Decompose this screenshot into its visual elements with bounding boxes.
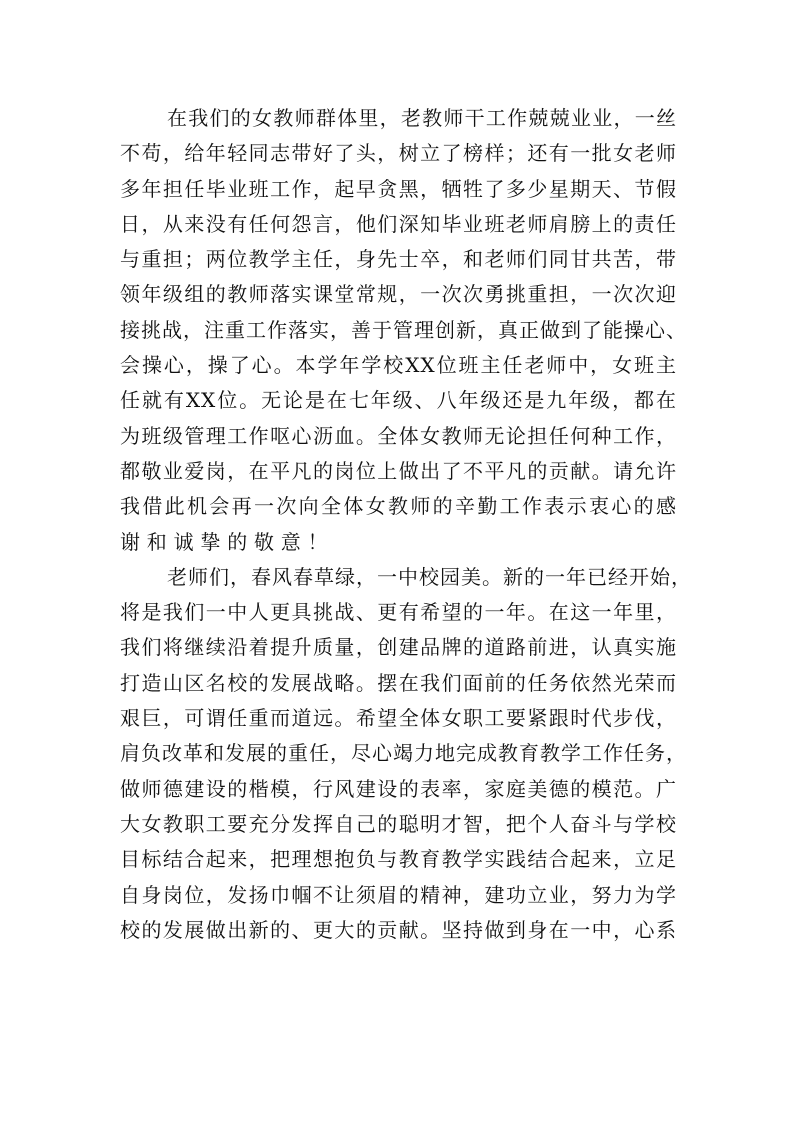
text-line: 自身岗位，发扬巾帼不让须眉的精神，建功立业，努力为学 <box>120 882 677 907</box>
text-line: 将是我们一中人更具挑战、更有希望的一年。在这一年里， <box>120 600 677 625</box>
document-page <box>120 101 692 948</box>
text-line: 肩负改革和发展的重任，尽心竭力地完成教育教学工作任务， <box>120 741 687 766</box>
text-line: 打造山区名校的发展战略。摆在我们面前的任务依然光荣而 <box>120 670 677 695</box>
text-line: 为班级管理工作呕心沥血。全体女教师无论担任何种工作， <box>120 423 677 448</box>
text-line: 多年担任毕业班工作，起早贪黑，牺牲了多少星期天、节假 <box>120 176 677 201</box>
text-line: 不苟，给年轻同志带好了头，树立了榜样；还有一批女老师 <box>120 141 677 166</box>
text-line: 我借此机会再一次向全体女教师的辛勤工作表示衷心的感 <box>120 494 677 519</box>
text-line: 日，从来没有任何怨言，他们深知毕业班老师肩膀上的责任 <box>120 211 677 236</box>
text-line: 领年级组的教师落实课堂常规，一次次勇挑重担，一次次迎 <box>120 282 677 307</box>
text-line: 老师们，春风春草绿，一中校园美。新的一年已经开始， <box>167 564 692 589</box>
body-text <box>120 101 692 948</box>
text-line: 接挑战，注重工作落实，善于管理创新，真正做到了能操心、 <box>120 317 687 342</box>
text-line: 与重担；两位教学主任，身先士卒，和老师们同甘共苦，带 <box>120 247 677 272</box>
paragraph <box>120 101 687 560</box>
text-line: 谢和诚挚的敬意！ <box>120 529 335 554</box>
text-line: 都敬业爱岗，在平凡的岗位上做出了不平凡的贡献。请允许 <box>120 458 677 483</box>
text-line: 大女教职工要充分发挥自己的聪明才智，把个人奋斗与学校 <box>120 811 677 836</box>
text-line: 做师德建设的楷模，行风建设的表率，家庭美德的模范。广 <box>120 776 677 801</box>
text-line: 会操心，操了心。本学年学校XX位班主任老师中，女班主 <box>120 353 677 378</box>
text-line: 我们将继续沿着提升质量，创建品牌的道路前进，认真实施 <box>120 635 677 660</box>
text-line: 在我们的女教师群体里，老教师干工作兢兢业业，一丝 <box>167 106 677 130</box>
text-line: 校的发展做出新的、更大的贡献。坚持做到身在一中，心系 <box>120 917 677 942</box>
text-line: 艰巨，可谓任重而道远。希望全体女职工要紧跟时代步伐， <box>120 706 677 731</box>
paragraph <box>120 560 692 948</box>
text-line: 任就有XX位。无论是在七年级、八年级还是九年级，都在 <box>120 388 677 413</box>
text-line: 目标结合起来，把理想抱负与教育教学实践结合起来，立足 <box>120 847 677 872</box>
